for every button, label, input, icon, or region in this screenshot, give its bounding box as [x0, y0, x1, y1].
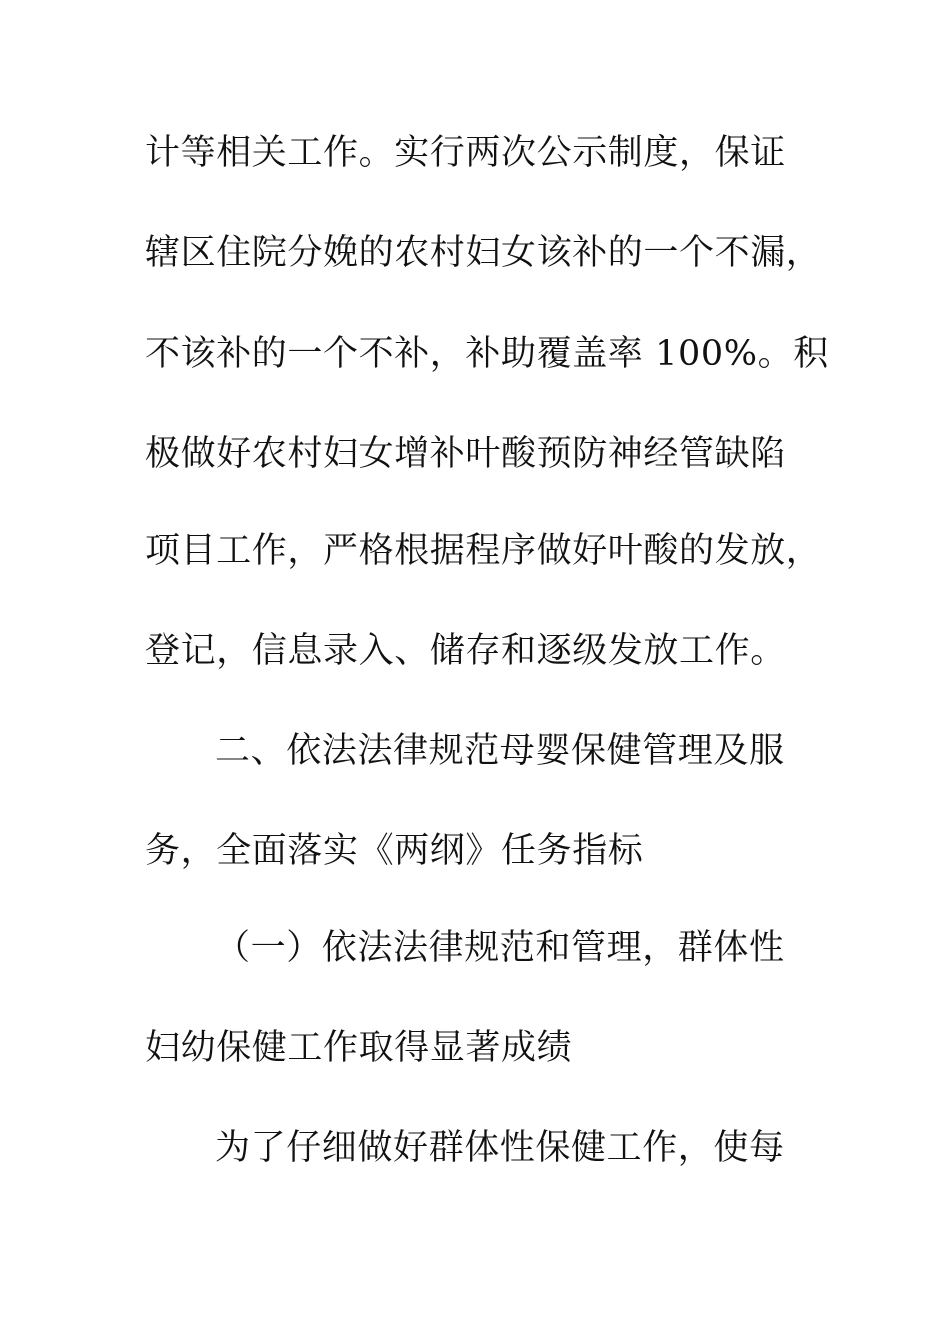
section-heading-line: 务，全面落实《两纲》任务指标	[145, 831, 644, 871]
subsection-heading-line: 妇幼保健工作取得显著成绩	[145, 1028, 573, 1068]
body-text-line: 辖区住院分娩的农村妇女该补的一个不漏，	[145, 233, 822, 273]
body-text-line: 计等相关工作。实行两次公示制度，保证	[145, 133, 786, 173]
body-text-line: 极做好农村妇女增补叶酸预防神经管缺陷	[145, 434, 786, 474]
body-text-line: 不该补的一个不补，补助覆盖率 100%。积	[145, 334, 829, 374]
body-text-line: 为了仔细做好群体性保健工作，使每	[215, 1128, 785, 1168]
body-text-line: 项目工作，严格根据程序做好叶酸的发放，	[145, 531, 822, 571]
section-heading-line: 二、依法法律规范母婴保健管理及服	[215, 731, 785, 771]
subsection-heading-line: （一）依法法律规范和管理，群体性	[215, 928, 785, 968]
body-text-line: 登记，信息录入、储存和逐级发放工作。	[145, 631, 786, 671]
